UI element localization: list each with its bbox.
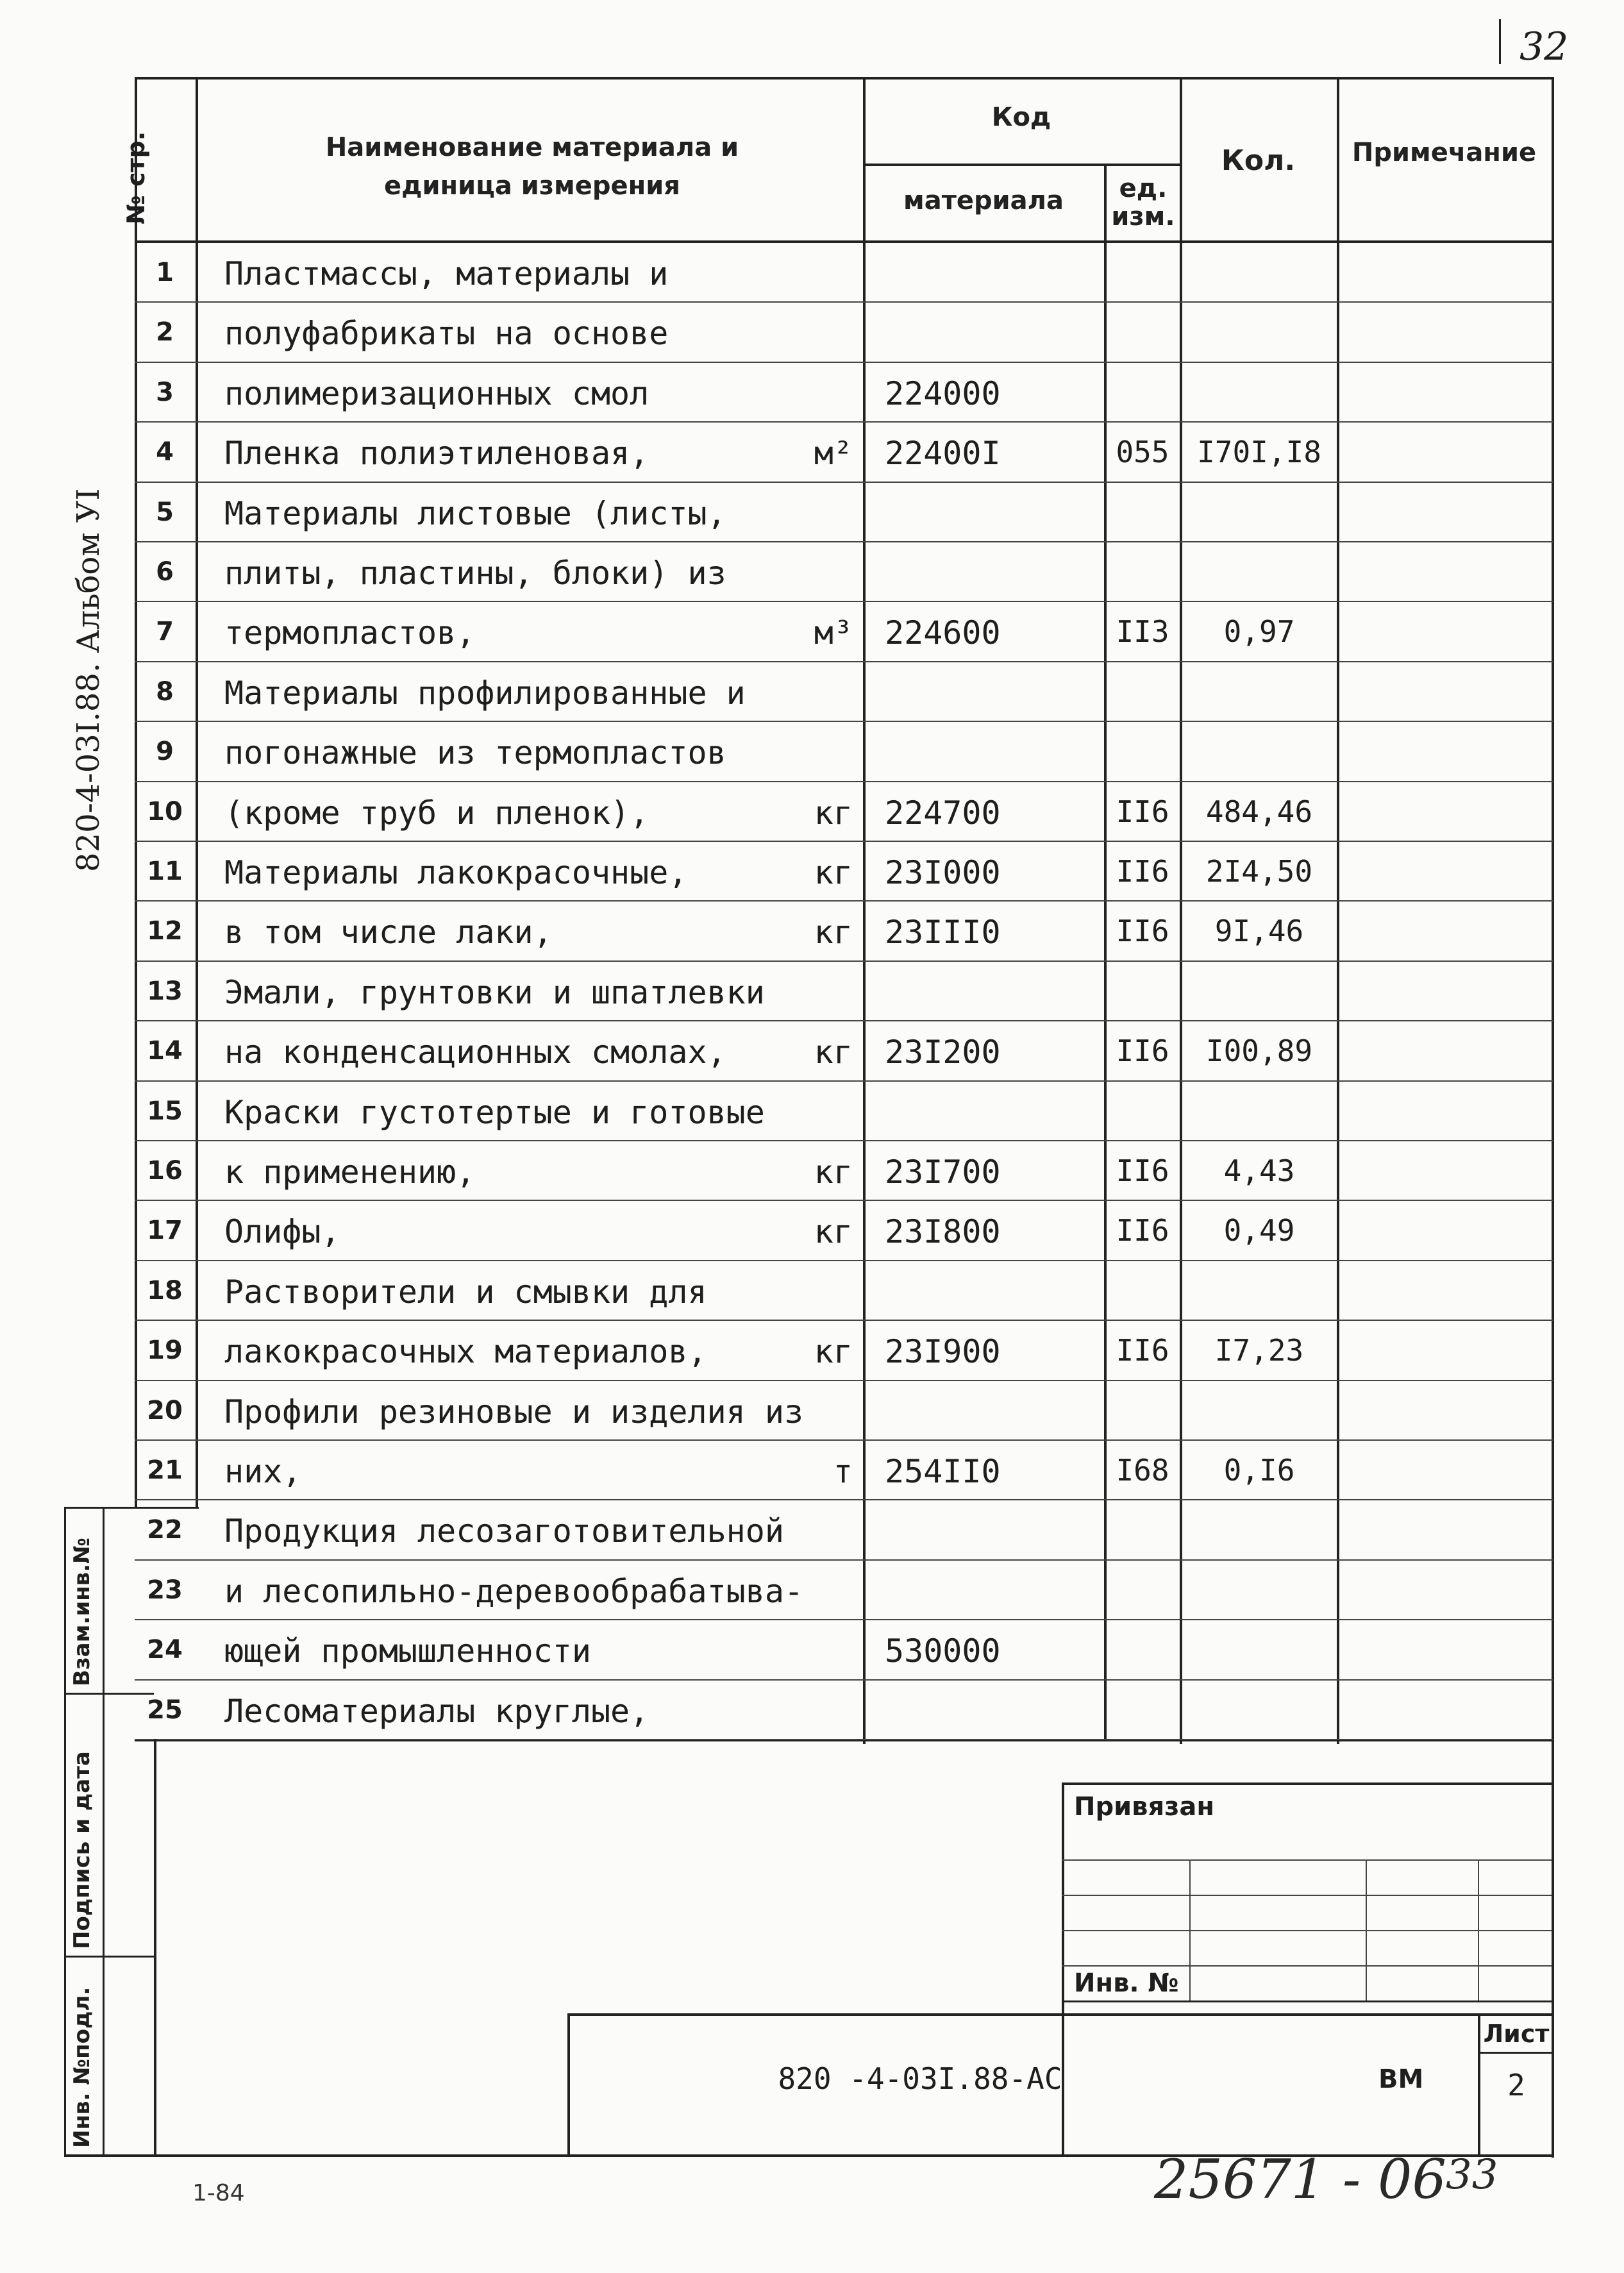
row-number: 20 (147, 1396, 183, 1425)
row-material-code: 224000 (885, 375, 1001, 412)
row-divider (135, 960, 1553, 962)
row-name: в том числе лаки, (224, 914, 553, 951)
row-qty: 9I,46 (1214, 914, 1304, 948)
row-name: к применению, (224, 1153, 476, 1191)
row-number: 21 (147, 1455, 183, 1485)
row-name: и лесопильно-деревообрабатыва- (224, 1573, 804, 1610)
row-divider (135, 661, 1553, 662)
row-divider (135, 1080, 1553, 1082)
row-divider (135, 1499, 1553, 1500)
row-name: лакокрасочных материалов, (224, 1333, 707, 1370)
handwritten-number: 25671 - 06 (1154, 2148, 1446, 2211)
header-unit (1107, 174, 1180, 231)
row-number: 2 (156, 317, 174, 347)
album-label: 820-4-03I.88. Альбом УI (71, 488, 106, 872)
header-unit-line2: изм. (1111, 202, 1175, 231)
row-divider (135, 1140, 1553, 1141)
row-unit: кг (814, 854, 853, 891)
row-unit-code: II3 (1116, 614, 1169, 649)
row-unit-code: II6 (1116, 854, 1169, 889)
row-name: Материалы профилированные и (224, 675, 746, 712)
row-number: 8 (156, 677, 174, 707)
row-divider (135, 1679, 1553, 1681)
page-number: 32 (1519, 24, 1569, 69)
row-number: 18 (147, 1276, 183, 1305)
row-unit-code: II6 (1116, 1213, 1169, 1248)
row-name: (кроме труб и пленок), (224, 794, 649, 832)
row-name: полимеризационных смол (224, 375, 649, 412)
row-number: 14 (147, 1036, 183, 1066)
row-number: 25 (147, 1695, 183, 1725)
row-material-code: 23I700 (885, 1153, 1001, 1191)
row-unit: кг (814, 794, 853, 832)
row-unit-code: II6 (1116, 1034, 1169, 1068)
row-name: плиты, пластины, блоки) из (224, 555, 726, 592)
row-qty: 0,97 (1223, 614, 1295, 649)
header-material: материала (903, 186, 1064, 215)
row-divider (135, 721, 1553, 722)
row-number: 5 (156, 498, 174, 527)
row-divider (135, 900, 1553, 902)
row-number: 16 (147, 1156, 183, 1186)
row-material-code: 22400I (885, 435, 1001, 472)
row-number: 23 (147, 1575, 183, 1605)
row-unit: кг (814, 1333, 853, 1370)
header-code: Код (991, 103, 1051, 132)
row-divider (135, 1320, 1553, 1321)
row-divider (135, 1739, 1553, 1740)
row-unit: м³ (814, 614, 853, 651)
row-unit-code: I68 (1116, 1453, 1169, 1488)
row-divider (135, 1559, 1553, 1561)
row-divider (135, 781, 1553, 782)
row-unit: кг (814, 914, 853, 951)
row-name: Материалы лакокрасочные, (224, 854, 688, 891)
row-qty: I70I,I8 (1197, 435, 1321, 469)
row-number: 10 (147, 797, 183, 826)
row-number: 24 (147, 1635, 183, 1665)
row-material-code: 23I800 (885, 1213, 1001, 1250)
row-divider (135, 1020, 1553, 1021)
row-divider (135, 1619, 1553, 1620)
row-divider (135, 482, 1553, 483)
row-divider (135, 1200, 1553, 1201)
row-name: Растворители и смывки для (224, 1273, 707, 1311)
row-unit-code: II6 (1116, 1153, 1169, 1188)
row-number: 6 (156, 557, 174, 587)
row-unit: т (833, 1453, 853, 1490)
header-qty: Кол. (1221, 144, 1296, 177)
row-material-code: 23I000 (885, 854, 1001, 891)
field-podpis: Подпись и дата (69, 1751, 95, 1949)
row-material-code: 530000 (885, 1632, 1001, 1670)
row-name: Пластмассы, материалы и (224, 255, 669, 292)
row-name: Пленка полиэтиленовая, (224, 435, 649, 472)
row-divider (135, 1260, 1553, 1261)
row-number: 17 (147, 1216, 183, 1245)
row-qty: I00,89 (1205, 1034, 1313, 1068)
row-number: 22 (147, 1515, 183, 1545)
row-number: 9 (156, 737, 174, 766)
row-divider (135, 421, 1553, 423)
row-qty: I7,23 (1214, 1333, 1304, 1368)
row-name: полуфабрикаты на основе (224, 315, 669, 352)
row-qty: 484,46 (1205, 794, 1313, 829)
stamp-inv-no: Инв. № (1074, 1968, 1179, 1998)
row-divider (135, 301, 1553, 303)
row-number: 12 (147, 916, 183, 946)
header-unit-line1: ед. (1119, 174, 1168, 203)
row-qty: 4,43 (1223, 1153, 1295, 1188)
row-number: 7 (156, 617, 174, 646)
row-unit-code: II6 (1116, 914, 1169, 948)
row-material-code: 254II0 (885, 1453, 1001, 1490)
row-divider (135, 1380, 1553, 1381)
row-material-code: 224600 (885, 614, 1001, 651)
row-unit: кг (814, 1153, 853, 1191)
row-divider (135, 841, 1553, 842)
row-unit: м² (814, 435, 853, 472)
row-number: 4 (156, 437, 174, 467)
row-unit-code: II6 (1116, 794, 1169, 829)
row-material-code: 23III0 (885, 914, 1001, 951)
row-material-code: 23I200 (885, 1034, 1001, 1071)
row-qty: 2I4,50 (1205, 854, 1313, 889)
row-qty: 0,I6 (1223, 1453, 1295, 1488)
stamp-stage: ВМ (1378, 2065, 1424, 2094)
row-material-code: 23I900 (885, 1333, 1001, 1370)
row-divider (135, 541, 1553, 542)
row-number: 3 (156, 378, 174, 407)
row-name: Олифы, (224, 1213, 340, 1250)
header-row-no: № стр. (122, 131, 150, 224)
field-vzam: Взам.инв.№ (69, 1538, 95, 1686)
stamp-sheet-no: 2 (1507, 2068, 1525, 2102)
row-name: ющей промышленности (224, 1632, 591, 1670)
header-name: Наименование материала и единица измерения (325, 133, 739, 201)
row-name: термопластов, (224, 614, 476, 651)
stamp-sheet-label: Лист (1483, 2020, 1550, 2048)
row-name: Продукция лесозаготовительной (224, 1513, 784, 1550)
row-number: 13 (147, 977, 183, 1006)
row-name: Эмали, грунтовки и шпатлевки (224, 974, 765, 1011)
row-name: них, (224, 1453, 302, 1490)
row-number: 11 (147, 857, 183, 886)
row-number: 1 (156, 258, 174, 287)
row-number: 19 (147, 1336, 183, 1365)
row-name: Лесоматериалы круглые, (224, 1693, 649, 1730)
row-name: Материалы листовые (листы, (224, 495, 726, 532)
row-unit-code: 055 (1116, 435, 1169, 469)
row-unit-code: II6 (1116, 1333, 1169, 1368)
row-name: на конденсационных смолах, (224, 1034, 726, 1071)
row-unit: кг (814, 1034, 853, 1071)
stamp-doc-code: 820 -4-03I.88-АС (778, 2061, 1062, 2096)
row-divider (135, 1439, 1553, 1441)
row-material-code: 224700 (885, 794, 1001, 832)
handwritten-page: 33 (1446, 2151, 1498, 2199)
form-number: 1-84 (192, 2180, 245, 2206)
row-number: 15 (147, 1096, 183, 1126)
row-unit: кг (814, 1213, 853, 1250)
row-qty: 0,49 (1223, 1213, 1295, 1248)
field-inv-podl: Инв. №подл. (69, 1986, 95, 2148)
row-name: Краски густотертые и готовые (224, 1094, 765, 1131)
row-divider (135, 601, 1553, 602)
row-name: Профили резиновые и изделия из (224, 1393, 804, 1430)
stamp-privyazan: Привязан (1074, 1792, 1215, 1822)
row-name: погонажные из термопластов (224, 734, 726, 771)
header-note: Примечание (1352, 138, 1537, 167)
row-divider (135, 362, 1553, 363)
